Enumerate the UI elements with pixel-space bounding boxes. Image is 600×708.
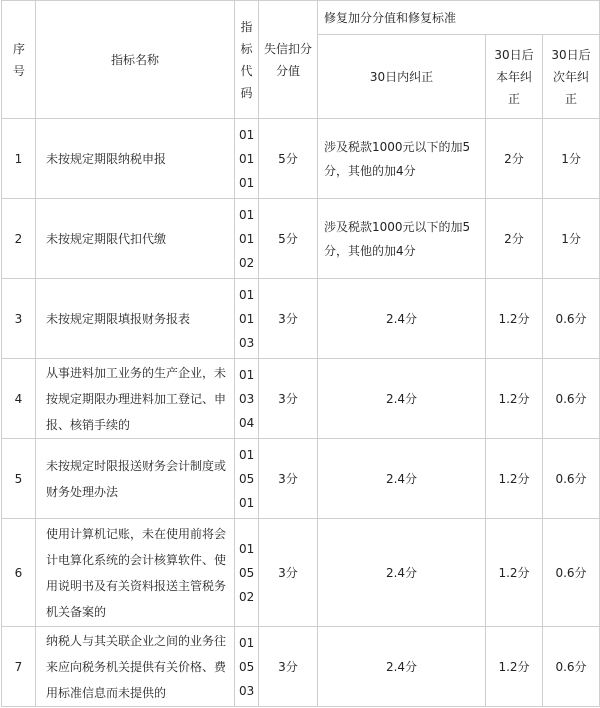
- cell-code: 01 01 03: [235, 279, 259, 359]
- cell-deduct: 3分: [259, 279, 318, 359]
- cell-code: 01 05 01: [235, 439, 259, 519]
- cell-name: 使用计算机记账，未在使用前将会计电算化系统的会计核算软件、使用说明书及有关资料报送主管税务机关备案的: [36, 519, 235, 627]
- table-row: [2, 119, 600, 199]
- cell-next-year: 1分: [543, 119, 600, 199]
- header-seq: 序号: [2, 1, 36, 119]
- cell-deduct: 3分: [259, 519, 318, 627]
- cell-within-30-days: 涉及税款1000元以下的加5分，其他的加4分: [318, 199, 486, 279]
- cell-seq: 5: [2, 439, 36, 519]
- table-row: [2, 519, 600, 627]
- cell-name: 纳税人与其关联企业之间的业务往来应向税务机关提供有关价格、费用标准信息而未提供的: [36, 627, 235, 707]
- cell-name: 未按规定期限纳税申报: [36, 119, 235, 199]
- cell-within-30-days: 2.4分: [318, 439, 486, 519]
- header-after-30-next-year: 30日后次年纠正: [543, 35, 600, 119]
- header-name: 指标名称: [36, 1, 235, 119]
- cell-deduct: 3分: [259, 439, 318, 519]
- header-within-30-days: 30日内纠正: [318, 35, 486, 119]
- cell-name: 未按规定时限报送财务会计制度或财务处理办法: [36, 439, 235, 519]
- cell-within-30-days: 2.4分: [318, 627, 486, 707]
- table-row: [2, 199, 600, 279]
- cell-seq: 1: [2, 119, 36, 199]
- cell-name: 未按规定期限填报财务报表: [36, 279, 235, 359]
- cell-deduct: 5分: [259, 119, 318, 199]
- cell-seq: 6: [2, 519, 36, 627]
- header-repair-group: 修复加分分值和修复标准: [318, 1, 600, 35]
- cell-code: 01 03 04: [235, 359, 259, 439]
- cell-this-year: 1.2分: [486, 439, 543, 519]
- cell-next-year: 0.6分: [543, 439, 600, 519]
- cell-name: 从事进料加工业务的生产企业，未按规定期限办理进料加工登记、申报、核销手续的: [36, 359, 235, 439]
- cell-next-year: 0.6分: [543, 519, 600, 627]
- table-row: [2, 359, 600, 439]
- cell-code: 01 05 03: [235, 627, 259, 707]
- header-deduct: 失信扣分分值: [259, 1, 318, 119]
- cell-seq: 7: [2, 627, 36, 707]
- cell-this-year: 2分: [486, 199, 543, 279]
- table-row: [2, 627, 600, 707]
- cell-next-year: 1分: [543, 199, 600, 279]
- header-code: 指标代码: [235, 1, 259, 119]
- cell-next-year: 0.6分: [543, 279, 600, 359]
- table-row: [2, 439, 600, 519]
- cell-within-30-days: 2.4分: [318, 359, 486, 439]
- table-row: [2, 279, 600, 359]
- cell-this-year: 1.2分: [486, 519, 543, 627]
- cell-code: 01 01 02: [235, 199, 259, 279]
- cell-deduct: 3分: [259, 359, 318, 439]
- cell-this-year: 1.2分: [486, 359, 543, 439]
- cell-seq: 3: [2, 279, 36, 359]
- cell-next-year: 0.6分: [543, 627, 600, 707]
- cell-within-30-days: 2.4分: [318, 519, 486, 627]
- cell-seq: 4: [2, 359, 36, 439]
- cell-this-year: 2分: [486, 119, 543, 199]
- header-after-30-this-year: 30日后本年纠正: [486, 35, 543, 119]
- cell-seq: 2: [2, 199, 36, 279]
- cell-within-30-days: 2.4分: [318, 279, 486, 359]
- credit-repair-table: [1, 0, 600, 707]
- cell-within-30-days: 涉及税款1000元以下的加5分，其他的加4分: [318, 119, 486, 199]
- cell-deduct: 5分: [259, 199, 318, 279]
- cell-deduct: 3分: [259, 627, 318, 707]
- cell-code: 01 05 02: [235, 519, 259, 627]
- cell-code: 01 01 01: [235, 119, 259, 199]
- cell-this-year: 1.2分: [486, 279, 543, 359]
- cell-this-year: 1.2分: [486, 627, 543, 707]
- cell-next-year: 0.6分: [543, 359, 600, 439]
- cell-name: 未按规定期限代扣代缴: [36, 199, 235, 279]
